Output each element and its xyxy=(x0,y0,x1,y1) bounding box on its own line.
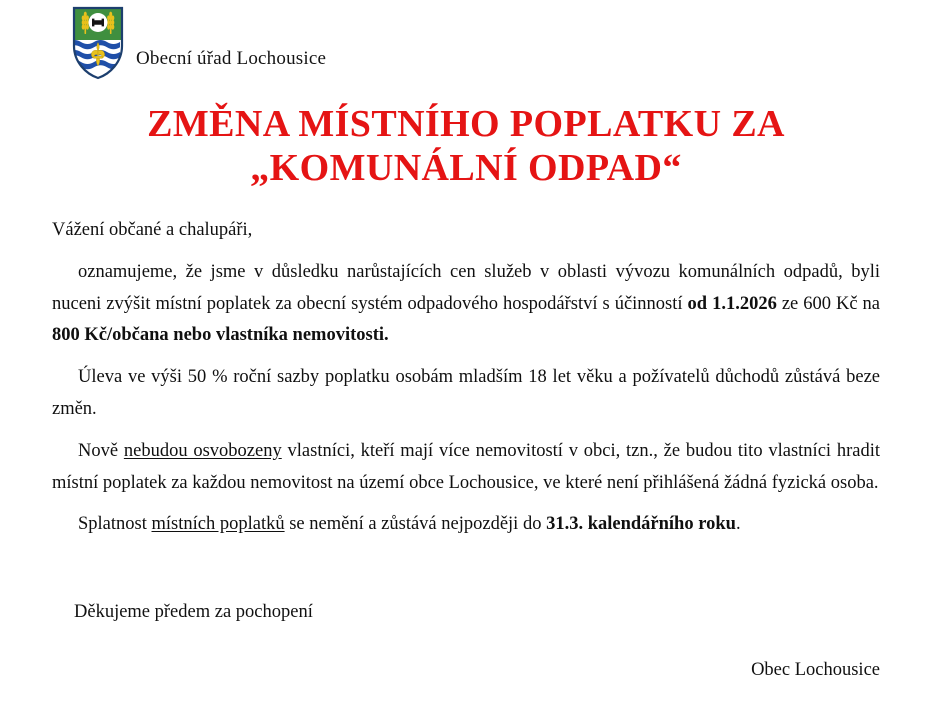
para4-underline-local-fees: místních poplatků xyxy=(151,514,285,535)
para4-part1: Splatnost xyxy=(78,514,152,535)
document-header xyxy=(0,0,932,80)
coat-of-arms-icon xyxy=(72,6,124,80)
document-body xyxy=(52,215,880,541)
para1-part1: oznamujeme, že jsme v důsledku narůstajících cen služeb v oblasti vývozu komunálních odpadů, byli nuceni zvýšit místní poplatek za obecní systém odpadového hospodářství s účinností xyxy=(52,261,880,314)
para3-underline-not-exempt: nebudou osvobozeny xyxy=(123,440,282,461)
para4-part3: . xyxy=(735,514,741,535)
paragraph-fee-increase xyxy=(52,257,880,352)
para1-bold-new-fee: 800 Kč/občana nebo vlastníka nemovitosti. xyxy=(52,325,389,346)
paragraph-exemptions xyxy=(52,436,880,500)
page-title-line-2: „KOMUNÁLNÍ ODPAD“ xyxy=(250,147,682,190)
page-title-line-1: ZMĚNA MÍSTNÍHO POPLATKU ZA xyxy=(147,103,785,145)
page-title xyxy=(0,102,932,191)
para4-part2: se nemění a zůstává nejpozději do xyxy=(284,514,547,535)
office-name: Obecní úřad Lochousice xyxy=(136,48,327,69)
signature: Obec Lochousice xyxy=(751,659,880,680)
closing-thanks: Děkujeme předem za pochopení xyxy=(74,602,313,623)
para1-part2: ze 600 Kč na xyxy=(776,293,881,314)
para1-bold-effective-date: od 1.1.2026 xyxy=(687,293,777,314)
paragraph-discount: Úleva ve výši 50 % roční sazby poplatku osobám mladším 18 let věku a požívatelů důchodů zůstává beze změn. xyxy=(52,367,880,419)
para3-part1: Nově xyxy=(78,440,124,461)
closing-block xyxy=(52,597,880,628)
salutation: Vážení občané a chalupáři, xyxy=(52,219,253,240)
para3-part2: vlastníci, kteří mají více nemovitostí v obci, tzn., že budou tito vlastníci hradit místní poplatek za každou nemovitost na území obce Lochousice, ve které není přihlášená žádná fyzická osoba. xyxy=(52,440,880,493)
paragraph-due-date xyxy=(52,509,880,541)
para4-bold-deadline: 31.3. kalendářního roku xyxy=(546,514,736,535)
